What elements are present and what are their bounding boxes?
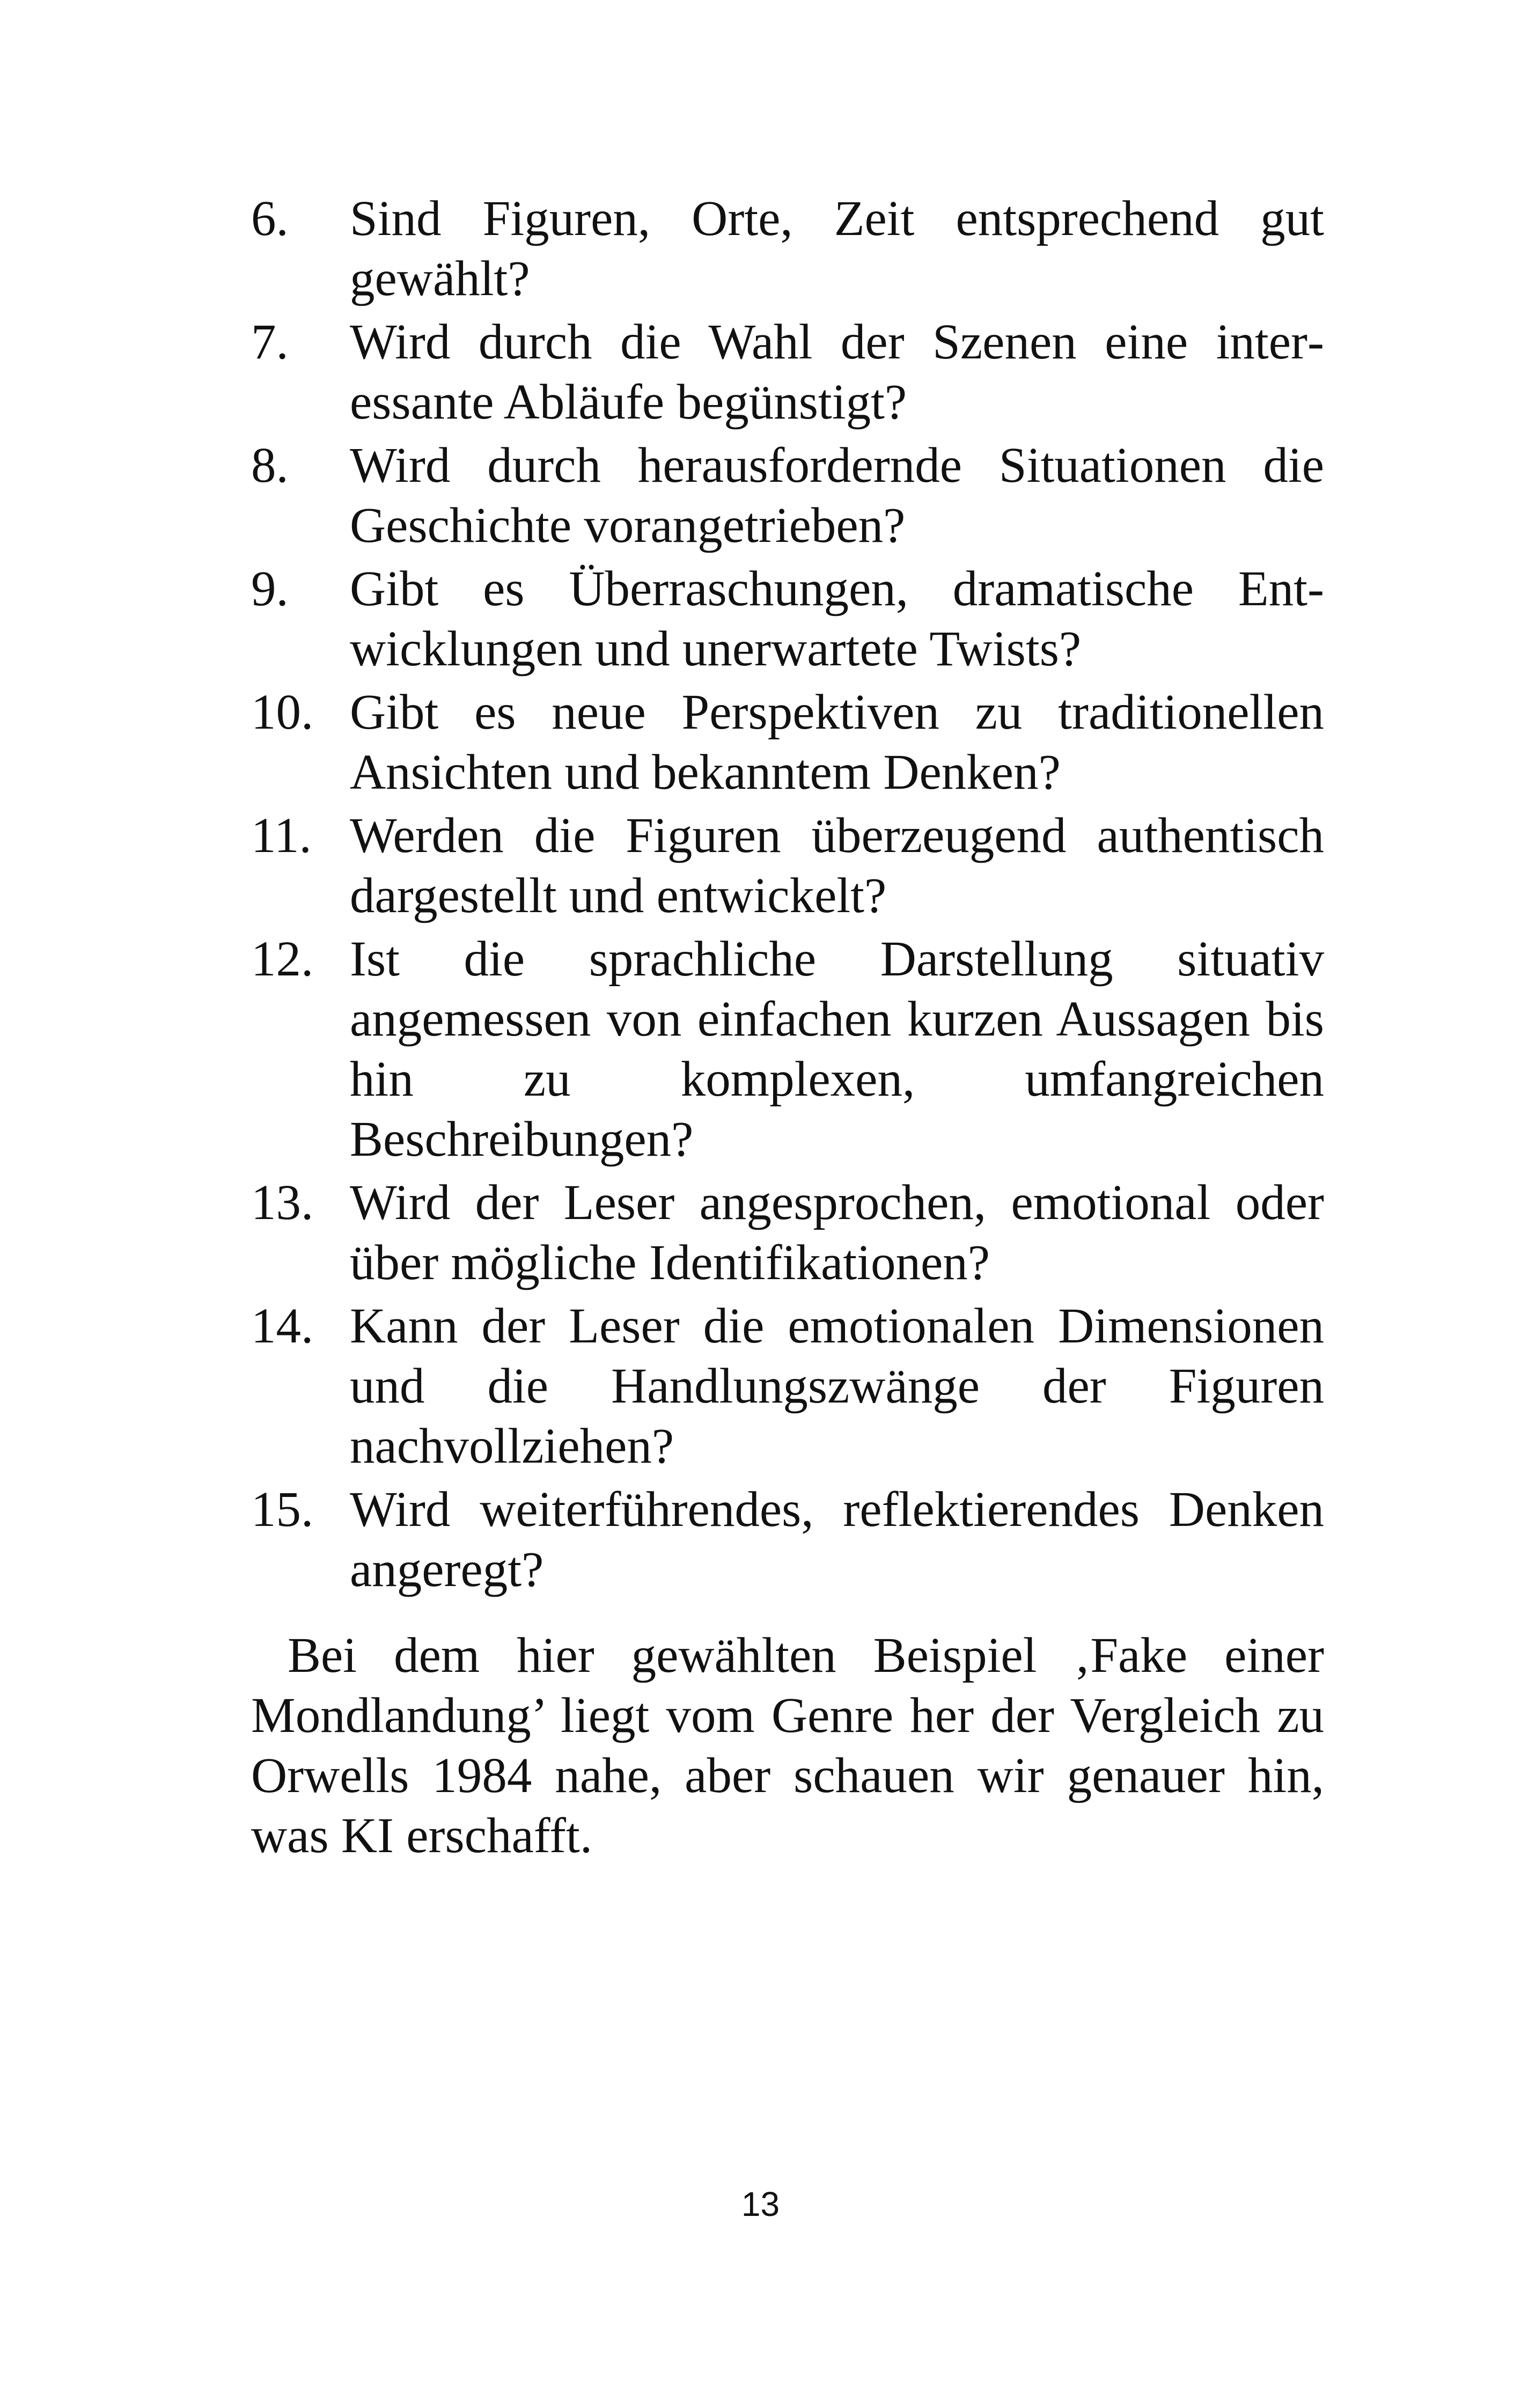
list-item [251, 1480, 1324, 1600]
list-item [251, 929, 1324, 1170]
criteria-list [251, 189, 1324, 1603]
item-text: Gibt es neue Perspektiven zu traditionellen Ansichten und bekanntem Denken? [350, 685, 1324, 800]
item-number: 15. [251, 1482, 314, 1537]
list-item [251, 806, 1324, 926]
item-number: 7. [251, 314, 289, 370]
item-text: Wird durch herausfordernde Situationen die Geschichte vorangetrieben? [350, 438, 1324, 553]
item-text: Wird weiterführendes, reflektierendes Denken angeregt? [350, 1482, 1324, 1597]
item-text: Kann der Leser die emotionalen Dimensionen und die Handlungszwänge der Figuren nachvollziehen? [350, 1298, 1324, 1474]
item-number: 10. [251, 685, 314, 740]
item-number: 12. [251, 931, 314, 987]
body-paragraph: Bei dem hier gewählten Beispiel ‚Fake einer Mondlandung’ liegt vom Genre her der Vergleich zu Orwells 1984 nahe, aber schauen wir genauer hin, was KI erschafft. [251, 1628, 1324, 1863]
item-number: 8. [251, 438, 289, 493]
item-number: 6. [251, 191, 289, 246]
list-item [251, 189, 1324, 309]
item-text: Gibt es Überraschungen, dramatische Entwicklungen und unerwartete Twists? [350, 561, 1324, 677]
item-text: Wird durch die Wahl der Szenen eine interessante Abläufe begünstigt? [350, 314, 1324, 430]
page-number: 13 [741, 2185, 780, 2223]
item-number: 13. [251, 1175, 314, 1230]
list-item [251, 436, 1324, 556]
item-number: 9. [251, 561, 289, 616]
item-text: Ist die sprachliche Darstellung situativ angemessen von einfachen kurzen Aussagen bis hin zu komplexen, umfangreichen Beschreibungen? [350, 931, 1324, 1167]
item-text: Sind Figuren, Orte, Zeit entsprechend gut gewählt? [350, 191, 1324, 306]
list-item [251, 312, 1324, 432]
item-number: 14. [251, 1298, 314, 1354]
list-item [251, 1296, 1324, 1477]
list-item [251, 1173, 1324, 1293]
item-text: Wird der Leser angesprochen, emotional oder über mögliche Identifikationen? [350, 1175, 1324, 1290]
item-text: Werden die Figuren überzeugend authentisch dargestellt und entwickelt? [350, 808, 1324, 923]
list-item [251, 682, 1324, 803]
list-item [251, 559, 1324, 679]
item-number: 11. [251, 808, 312, 863]
